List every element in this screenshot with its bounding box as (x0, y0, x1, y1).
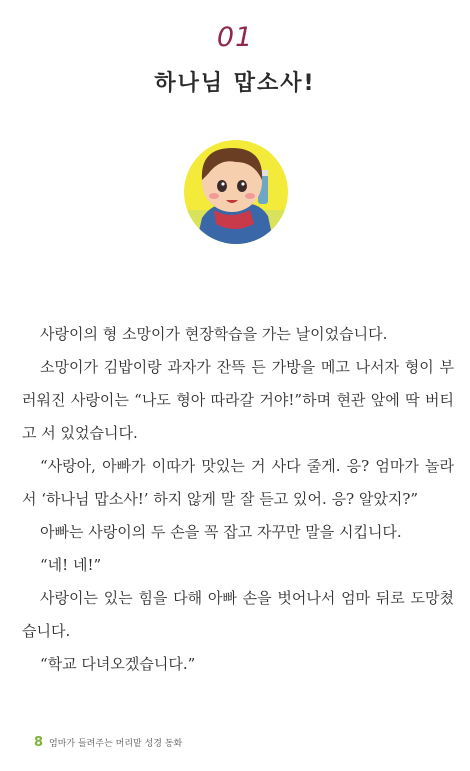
paragraph: “학교 다녀오겠습니다.” (40, 655, 196, 673)
paragraph: 사랑이는 있는 힘을 다해 아빠 손을 벗어나서 엄마 뒤로 도망쳤습니다. (22, 589, 454, 640)
paragraph: 아빠는 사랑이의 두 손을 꼭 잡고 자꾸만 말을 시킵니다. (40, 523, 402, 541)
paragraph: “사랑아, 아빠가 이따가 맛있는 거 사다 줄게. 응? 엄마가 놀라서 ‘하나님 맙소사!’ 하지 않게 말 잘 듣고 있어. 응? 알았지?” (22, 457, 454, 508)
chapter-number: 01 (216, 22, 254, 53)
story-body (22, 318, 454, 681)
page-footer (34, 735, 182, 750)
book-title: 엄마가 들려주는 머리맡 성경 동화 (49, 739, 183, 749)
paragraph: 사랑이의 형 소망이가 현장학습을 가는 날이었습니다. (40, 325, 388, 343)
child-illustration (184, 140, 288, 244)
chapter-title: 하나님 맙소사! (154, 71, 316, 96)
paragraph: 소망이가 김밥이랑 과자가 잔뜩 든 가방을 메고 나서자 형이 부러워진 사랑이는 “나도 형아 따라갈 거야!”하며 현관 앞에 딱 버티고 서 있었습니다. (22, 358, 454, 442)
paragraph: “네! 네!” (40, 556, 102, 574)
page-number: 8 (34, 735, 44, 750)
